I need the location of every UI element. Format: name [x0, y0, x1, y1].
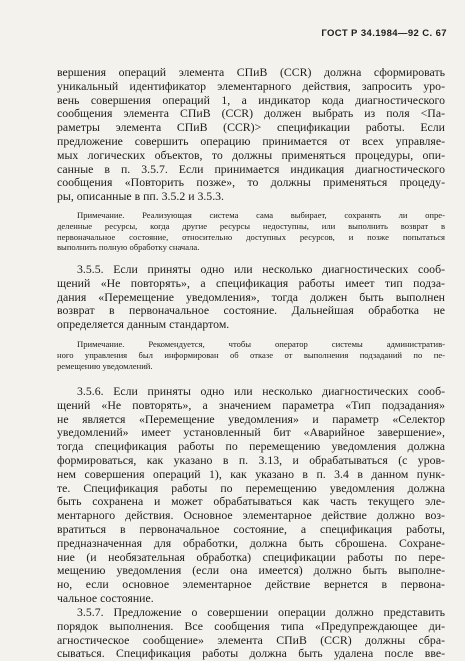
text-line: вершения операций элемента СПиВ (CCR) должна сформировать: [57, 66, 445, 79]
paragraph-3-5-5: [57, 263, 445, 332]
text-line: сообщения элемента СПиВ (CCR) должен выбрать из поля <Па-: [57, 107, 445, 121]
text-line: мых логических объектов, то должны применяться процедуры, опи-: [57, 148, 445, 162]
text-line: раметры элемента СПиВ (CCR)> спецификации работы. Если: [57, 121, 445, 135]
text-line: ние (и необязательная обработка) спецификации работы по пере-: [57, 550, 445, 564]
text-line: щений «Не повторять», а спецификация работы имеет тип подза-: [57, 276, 445, 290]
text-line: ментарного действия. Основное элементарное действие должно воз-: [57, 509, 445, 523]
text-line: сообщения «Повторить позже», то должны применяться процеду-: [57, 176, 445, 190]
page-header: ГОСТ Р 34.1984—92 С. 67: [321, 28, 447, 39]
text-line: возврат в первоначальное состояние. Дальнейшая обработка не: [57, 304, 445, 318]
text-line: 3.5.6. Если приняты одно или несколько диагностических сооб-: [77, 385, 445, 398]
text-line: быть сохранена и может обрабатываться как часть текущего эле-: [57, 495, 445, 509]
text-line: порядок выполнения. Все сообщения типа «Предупреждающее ди-: [57, 619, 445, 633]
text-line: тогда спецификация работы по перемещению уведомления должна: [57, 440, 445, 454]
note-line: Примечание. Реализующая система сама выбирает, сохранять ли опре-: [77, 210, 445, 220]
text-line: формироваться, как указано в п. 3.13, и обрабатываться (с уров-: [57, 453, 445, 467]
text-line: 3.5.7. Предложение о совершении операции должно представить: [77, 606, 445, 619]
text-line: вратиться в первоначальное состояние, а спецификация работы,: [57, 522, 445, 536]
note-line: деленные ресурсы, когда другие ресурсы недоступны, или выполнить возврат в: [57, 220, 445, 231]
text-line: 3.5.5. Если приняты одно или несколько диагностических сооб-: [77, 263, 445, 276]
note-line: Примечание. Рекомендуется, чтобы оператор системы административ-: [77, 339, 445, 349]
text-line: сываться. Спецификация работы должна быть удалена после вве-: [57, 647, 445, 661]
text-line: вень совершения операций 1, а индикатор кода диагностического: [57, 93, 445, 107]
text-line: нем совершения операций 1), как указано в п. 3.4 в данном пунк-: [57, 467, 445, 481]
note-line: ного управления был информирован об отказе от выполнения подзаданий по пе-: [57, 349, 445, 360]
text-line: санные в п. 3.5.7. Если принимается индикация диагностического: [57, 162, 445, 176]
paragraph-3-5-4-continuation: [57, 66, 445, 204]
text-line: ры, описанные в пп. 3.5.2 и 3.5.3.: [57, 190, 224, 204]
note-2: [57, 339, 445, 371]
note-line: первоначальное состояние, относительно доступных ресурсов, и позже попытаться: [57, 231, 445, 242]
text-line: определяется данным стандартом.: [57, 318, 230, 332]
text-line: агностическое сообщение» элемента СПиВ (CCR) должны сбра-: [57, 633, 445, 647]
text-line: дания «Перемещение уведомления», тогда должен быть выполнен: [57, 290, 445, 304]
paragraph-3-5-6: [57, 385, 445, 606]
text-line: щений «Не повторять», а значением параметра «Тип подзадания»: [57, 398, 445, 412]
text-line: чальное состояние.: [57, 591, 154, 605]
text-line: уведомлений» имеет установленный бит «Аварийное завершение»,: [57, 426, 445, 440]
text-line: предназначенная для обработки, должна быть сброшена. Сохране-: [57, 536, 445, 550]
paragraph-3-5-7: [57, 606, 445, 661]
text-line: мещению уведомления (если она имеется) должно быть выполне-: [57, 564, 445, 578]
note-line: выполнить полную обработку сначала.: [57, 242, 200, 253]
text-line: те. Спецификация работы по перемещению уведомления должна: [57, 481, 445, 495]
text-line: предложение совершить операцию принимается от всех управляе-: [57, 134, 445, 148]
note-1: [57, 210, 445, 253]
text-line: уникальный идентификатор элементарного действия, запросить уро-: [57, 79, 445, 93]
text-line: не является «Перемещение уведомления» и параметр «Селектор: [57, 412, 445, 426]
note-line: ремещению уведомлений.: [57, 360, 153, 371]
text-line: но, если основное элементарное действие вернется в первона-: [57, 578, 445, 592]
